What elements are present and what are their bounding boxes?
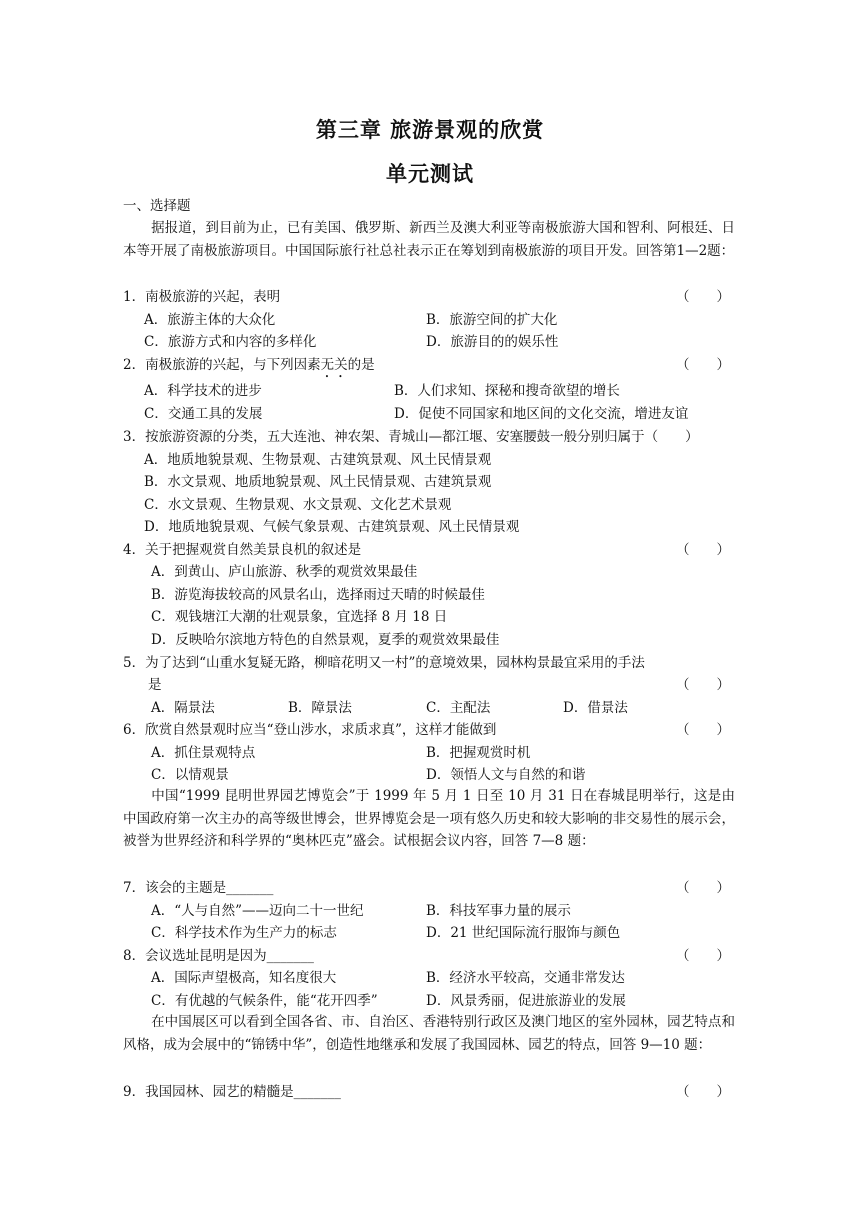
question-5-stem-cont: 是	[148, 677, 162, 693]
question-1-option-a: A．旅游主体的大众化	[144, 312, 276, 328]
question-9-stem: 9．我国园林、园艺的精髓是_______	[123, 1084, 341, 1100]
question-5-option-a: A．隔景法	[151, 700, 215, 716]
intro-paragraph-1	[123, 217, 735, 262]
intro-text-2: 中国“1999 昆明世界园艺博览会”于 1999 年 5 月 1 日至 10 月 31 日在春城昆明举行，这是由中国政府第一次主办的高等级世博会，世界博览会是一项有悠久历史和较大影响的非交易性的展示会，被誉为世界经济和科学界的“奥林匹克”盛会。试根据会议内容，回答 7—8 题：	[123, 788, 735, 850]
question-8-option-a: A．国际声望极高，知名度很大	[151, 970, 337, 986]
question-5-bracket: （ ）	[676, 677, 730, 693]
intro-text-1: 据报道，到目前为止，已有美国、俄罗斯、新西兰及澳大利亚等南极旅游大国和智利、阿根廷、日本等开展了南极旅游项目。中国国际旅行社总社表示正在筹划到南极旅游的项目开发。回答第1—2题：	[123, 220, 735, 259]
question-4-option-d: D．反映哈尔滨地方特色的自然景观，夏季的观赏效果最佳	[151, 632, 500, 648]
question-8-stem: 8．会议选址昆明是因为_______	[123, 948, 314, 964]
question-7-option-c: C．科学技术作为生产力的标志	[151, 925, 337, 941]
question-8-option-b: B．经济水平较高，交通非常发达	[426, 970, 625, 986]
question-3-stem: 3．按旅游资源的分类，五大连池、神农架、青城山—都江堰、安塞腰鼓一般分别归属于（ ）	[123, 429, 699, 445]
question-7-stem: 7．该会的主题是_______	[123, 880, 274, 896]
question-6-option-d: D．领悟人文与自然的和谐	[426, 767, 586, 783]
question-4-bracket: （ ）	[676, 542, 730, 558]
question-2-option-c: C．交通工具的发展	[144, 406, 263, 422]
question-1-option-d: D．旅游目的的娱乐性	[426, 334, 559, 350]
intro-text-3: 在中国展区可以看到全国各省、市、自治区、香港特别行政区及澳门地区的室外园林，园艺特点和风格，成为会展中的“锦锈中华”，创造性地继承和发展了我国园林、园艺的特点，回答 9—10 题：	[123, 1014, 735, 1053]
question-6-option-c: C．以情观景	[151, 767, 229, 783]
question-4-option-a: A．到黄山、庐山旅游、秋季的观赏效果最佳	[151, 564, 418, 580]
question-3-option-b: B．水文景观、地质地貌景观、风土民情景观、古建筑景观	[144, 474, 492, 490]
question-3-option-a: A．地质地貌景观、生物景观、古建筑景观、风土民情景观	[144, 452, 492, 468]
question-6-stem: 6．欣赏自然景观时应当“登山涉水，求质求真”，这样才能做到	[123, 722, 497, 738]
question-3-option-c: C．水文景观、生物景观、水文景观、文化艺术景观	[144, 497, 452, 513]
question-7-option-d: D．21 世纪国际流行服饰与颜色	[426, 925, 621, 941]
question-4-option-b: B．游览海拔较高的风景名山，选择雨过天晴的时候最佳	[151, 587, 485, 603]
question-2-option-b: B．人们求知、探秘和搜奇欲望的增长	[394, 383, 620, 399]
question-5-stem: 5．为了达到“山重水复疑无路，柳暗花明又一村”的意境效果，园林构景最宜采用的手法	[123, 655, 645, 671]
question-6-bracket: （ ）	[676, 722, 730, 738]
question-2-option-d: D．促使不同国家和地区间的文化交流，增进友谊	[394, 406, 689, 422]
question-6-option-b: B．把握观赏时机	[426, 745, 531, 761]
question-4-stem: 4．关于把握观赏自然美景良机的叙述是	[123, 542, 362, 558]
question-5-option-d: D．借景法	[563, 700, 628, 716]
section-heading: 一、选择题	[123, 198, 191, 214]
page-title: 第三章 旅游景观的欣赏	[315, 118, 545, 142]
question-2-stem: 2．南极旅游的兴起，与下列因素无关的是	[123, 357, 375, 373]
question-2-bracket: （ ）	[676, 357, 730, 373]
question-1-option-b: B．旅游空间的扩大化	[426, 312, 558, 328]
question-3-option-d: D．地质地貌景观、气候气象景观、古建筑景观、风土民情景观	[144, 519, 520, 535]
question-5-option-b: B．障景法	[288, 700, 352, 716]
question-6-option-a: A．抓住景观特点	[151, 745, 256, 761]
question-7-option-b: B．科技军事力量的展示	[426, 903, 571, 919]
page-subtitle: 单元测试	[386, 162, 474, 186]
question-7-option-a: A．“人与自然”——迈向二十一世纪	[151, 903, 364, 919]
intro-paragraph-2	[123, 785, 735, 853]
question-8-option-c: C．有优越的气候条件，能“花开四季”	[151, 993, 378, 1009]
question-1-stem: 1．南极旅游的兴起，表明	[123, 289, 281, 305]
question-8-option-d: D．风景秀丽，促进旅游业的发展	[426, 993, 626, 1009]
question-8-bracket: （ ）	[676, 948, 730, 964]
emphasis-word: 无关	[320, 357, 348, 373]
question-7-bracket: （ ）	[676, 880, 730, 896]
question-2-option-a: A．科学技术的进步	[144, 383, 262, 399]
intro-paragraph-3	[123, 1011, 735, 1056]
question-5-option-c: C．主配法	[426, 700, 491, 716]
question-9-bracket: （ ）	[676, 1084, 730, 1100]
question-1-option-c: C．旅游方式和内容的多样化	[144, 334, 317, 350]
question-4-option-c: C．观钱塘江大潮的壮观景象，宜选择 8 月 18 日	[151, 609, 448, 625]
question-1-bracket: （ ）	[676, 289, 730, 305]
